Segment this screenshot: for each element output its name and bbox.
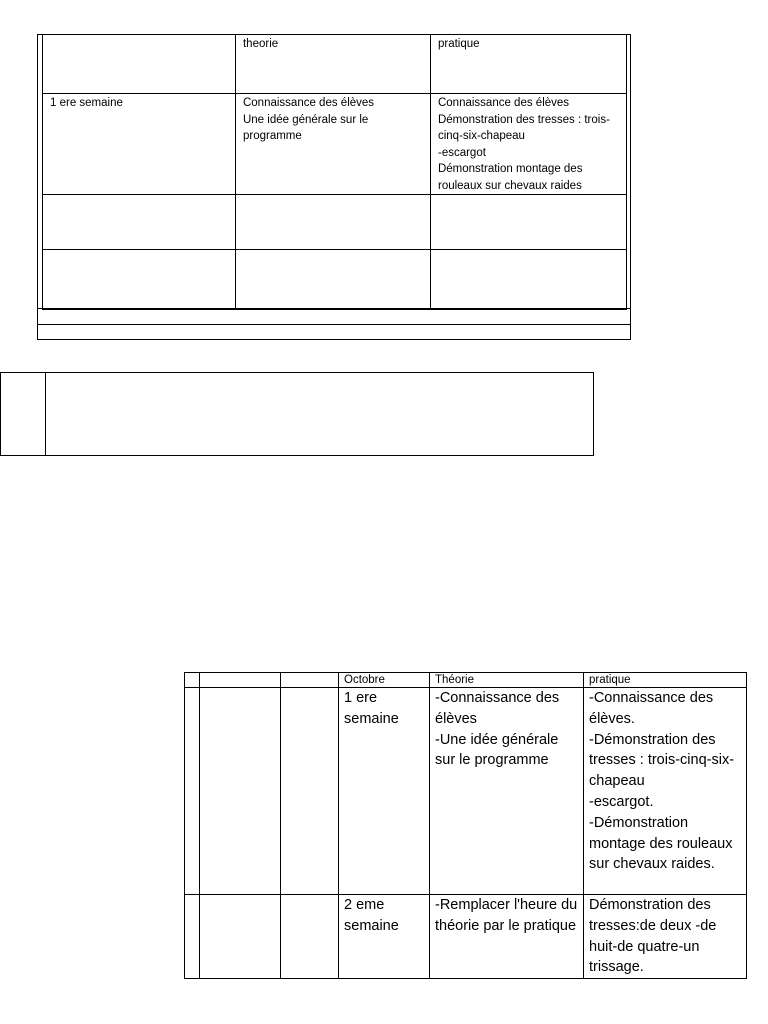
table-header-row	[185, 673, 747, 688]
cell-week: 1 ere semaine	[339, 688, 430, 895]
cell-week: 2 eme semaine	[339, 895, 430, 979]
cell-theorie: Connaissance des élèves Une idée générale sur le programme	[235, 94, 430, 195]
header-cell-pratique: pratique	[430, 35, 626, 94]
table-header-row	[43, 35, 627, 94]
header-cell-pratique: pratique	[584, 673, 747, 688]
cell-pratique: -Connaissance des élèves. -Démonstration des tresses : trois-cinq-six-chapeau -escargot. -Démonstration montage des rouleaux sur chevaux raides.	[584, 688, 747, 895]
cell-pratique	[430, 250, 626, 310]
table-row	[43, 195, 627, 250]
cell-pratique: Connaissance des élèves Démonstration des tresses : trois-cinq-six-chapeau -escargot Démonstration montage des rouleaux sur chevaux raides	[430, 94, 626, 195]
header-cell-empty	[185, 673, 200, 688]
cell-empty	[281, 895, 339, 979]
planning-table-2	[184, 672, 747, 979]
cell-empty	[185, 688, 200, 895]
table-row	[185, 895, 747, 979]
table-row	[43, 94, 627, 195]
cell-empty	[185, 895, 200, 979]
table-row	[185, 688, 747, 895]
cell-theorie: -Remplacer l'heure du théorie par le pratique	[430, 895, 584, 979]
planning-table-1	[42, 34, 627, 310]
planning-table-1-frame	[37, 34, 631, 340]
cell-week	[43, 195, 236, 250]
cell-theorie: -Connaissance des élèves -Une idée générale sur le programme	[430, 688, 584, 895]
empty-box	[0, 372, 594, 456]
cell-empty	[200, 688, 281, 895]
header-cell-theorie: theorie	[235, 35, 430, 94]
cell-theorie	[235, 195, 430, 250]
table-row	[43, 250, 627, 310]
header-cell-week	[43, 35, 236, 94]
table-1-footer-rule	[38, 324, 630, 325]
header-cell-month: Octobre	[339, 673, 430, 688]
cell-week: 1 ere semaine	[43, 94, 236, 195]
header-cell-theorie: Théorie	[430, 673, 584, 688]
cell-pratique	[430, 195, 626, 250]
box-divider	[45, 373, 46, 455]
cell-empty	[200, 895, 281, 979]
header-cell-empty	[200, 673, 281, 688]
cell-week	[43, 250, 236, 310]
cell-theorie	[235, 250, 430, 310]
cell-pratique: Démonstration des tresses:de deux -de huit-de quatre-un trissage.	[584, 895, 747, 979]
header-cell-empty	[281, 673, 339, 688]
cell-empty	[281, 688, 339, 895]
table-1-footer-rule	[38, 308, 630, 309]
